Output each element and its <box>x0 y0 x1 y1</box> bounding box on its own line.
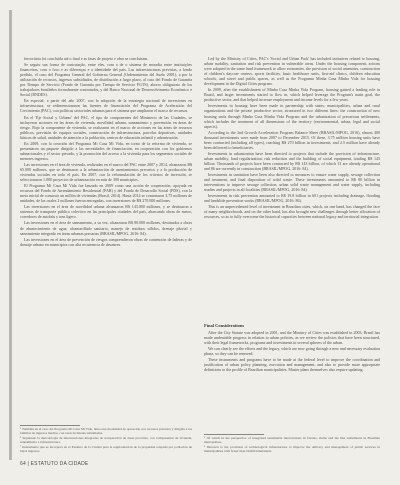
right-paragraph: These instruments and programs have to be made at the federal level to improve the coordination and justification of urban policy planning, execution and management, and also to provide more appropriate definitions to the profile of Brazilian municipalities. Master plans themselves also require updating. <box>204 357 380 373</box>
footnote: ⁵ También en el caso del Programa Mi Casa Mi Vida, hubo una modalidad de operación con recursos privados y dirigida a las familias de ingresos medios, con tasas de interés subsidiadas. <box>20 427 192 435</box>
left-paragraph: Las inversiones en el área de movilidad urbana alcanzaron R$ 143.000 millones, y se destinaron a sistemas de transporte público colectivo en las principales ciudades del país, abarcando obras de metro, corredores de autobús y tren ligero. <box>20 204 192 220</box>
right-paragraph: Investments in housing have been made in partnership with states, municipalities, urban and rural organizations and the private productive sector, structured in two different lines: the construction of new housing units through Minha Casa Minha Vida Program and the urbanization of precarious settlements, which includes the treatment of all dimensions of the territory (environmental, urban, legal and social aspects). <box>204 103 380 129</box>
left-paragraph: Las inversiones en el área de prevención de riesgos comprendieron obras de contención de laderas y de drenaje urbano en municipios con alta recurrencia de desastres. <box>20 236 192 247</box>
right-paragraph: We can clearly see the efforts and the legacy, which are now going through a new and necessary evaluation phase, so they can be renewed. <box>204 346 380 357</box>
left-column-spanish <box>20 56 192 456</box>
margin-rule <box>9 10 12 460</box>
footnote: ⁷ Instrumento que se incorpora en el Estatuto de la Ciudad para la regularización de la propiedad ocupada por población de bajos ingresos. <box>20 445 192 453</box>
right-paragraph: Investments in sanitation have been also directed to measures to ensure water supply, sewage collection and treatment, and final disposition of solid waste. These investments amounted to R$ 80 billion in interventions to improve sewage collection, urban solid waste management and water supply, including studies and projects in all localities (BRASIL/MPOG, 2016: 84). <box>204 172 380 193</box>
left-paragraph: En especial, a partir del año 2007, con la adopción de la estrategia nacional de inversiones en infraestructura, se redimensionaron las fuentes de financiación del Programa de Aceleración del Crecimiento (PAC), con políticas sectoriales urbanas para el sistema que ampliaron el marco de recursos. <box>20 98 192 114</box>
right-paragraph: According to the 2nd Growth Acceleration Program Balance Sheet (BRASIL/MPOG, 2016), almost 400 thousand investments were made from 2007 to December 2015. Of these, 3.75 million housing units have been contracted (including all types), reaching R$ 270 billion in investments, and 2.5 million have already been delivered to beneficiaries. <box>204 129 380 150</box>
right-column-english <box>204 56 380 318</box>
left-paragraph: En el 'Eje Social y Urbano' del PAC, el tipo de componentes del Ministerio de las Ciudades, se incluyeron acciones en las áreas de vivienda, movilidad urbana, saneamiento y prevención en áreas de riesgo. Bajo la componente de vivienda, se realizaron en el marco de acciones en las áreas de recursos públicos, previsión de equipos sociales, construcción de infraestructura, parcelas deportivas, unidades básicas de salud, unidades de atención a la población, centros de educación infantil y urbanización. <box>20 114 192 140</box>
left-footnote-rule <box>20 425 80 426</box>
footnote: ⁶ Siguiendo la metodología de intervenciones integradas de recuperación de áreas precarias, con componentes de vivienda, saneamiento e infraestructura. <box>20 436 192 444</box>
final-considerations-section <box>204 320 380 430</box>
left-paragraph: Las inversiones en el área de vivienda, realizadas en el marco del PAC entre 2007 y 2014, alcanzaron R$ 65.000 millones, que se destinaron a la urbanización de asentamientos precarios y a la producción de viviendas sociales en todo el país. En 2007, con la reformulación de los criterios de inversión, se seleccionaron 1.000 proyectos de urbanización en más de 300 municipios. <box>20 161 192 183</box>
right-footnote-rule <box>204 434 264 435</box>
footnote: ⁶ Directed to the provision of technological infrastructure to improve the delivery and management of public services in municipalities with fewer than 50,000 inhabitants. <box>204 445 380 453</box>
right-footnotes <box>204 436 380 458</box>
right-paragraph: Led by the Ministry of Cities, PAC's 'Social and Urban Pack' has included initiatives related to housing, urban mobility, sanitation and risk prevention in vulnerable areas. Under the housing component, actions were adopted in the same fund framework to allow economies, the provision of social amenities, construction of children's daycare centers, sports facilities, basic healthcare units, first-aid clinics, children education schools, and street and public spaces, as well as the Programa Minha Casa Minha Vida for housing development in the Digital Cities program. <box>204 56 380 87</box>
footnote: ⁵ Of which in the perspective of integrated sustainable interventions in favelas, slums and the like settlements in Brazilian metropolises. <box>204 436 380 444</box>
left-paragraph: El Programa Mi Casa Mi Vida fue lanzado en 2009 como una acción de cooperación, apoyada en recursos del Fondo de Arrendamiento Residencial (FAR) y del Fondo de Desarrollo Social (FDS), con la meta inicial de construir un millón de viviendas (Brasil, 2014). Hasta 2014 se contrataron 3,75 millones de unidades, de las cuales 2 millones fueron entregadas, con inversiones de R$ 270.000 millones. <box>20 183 192 204</box>
left-paragraph: Las inversiones en el área de saneamiento, a su vez, alcanzaron R$ 80.000 millones, destinados a obras de abastecimiento de agua, alcantarillado sanitario, manejo de residuos sólidos, drenaje pluvial y saneamiento integrado en áreas urbanas precarias (BRASIL/MPOG, 2016: 84). <box>20 220 192 236</box>
section-heading: Final Considerations <box>204 323 245 328</box>
right-paragraph: After the City Statute was adopted in 2001, and the Ministry of Cities was established in 2003, Brazil has made undeniable progress in relation to urban policies, as we review the policies that have been structured, with their legal frameworks, programs and investments in several spheres of the urban. <box>204 330 380 346</box>
right-paragraph: This is an unprecedented level of investment in Brazilian cities, which, on one hand, has changed the face of many neighborhoods, and on the other hand, has also brought new challenges through better allocation of resources, so as to fully overcome the historical capacities between national legacy and territorial integration. <box>204 204 380 220</box>
left-paragraph: En 2009, con la creación del Programa Mi Casa Mi Vida, en torno de la reforma de vivienda, se presentaron un paquete dirigido a las necesidades de financiación, en cooperación con los gobiernos subnacionales y el sector privado, y la promoción del acceso a la vivienda para los segmentos sociales de menores ingresos. <box>20 140 192 161</box>
right-paragraph: Investments in urbanization have been directed to projects that include the provision of infrastructure, urban mobility, land regularization, risk reduction and the building of social equipment, totaling R$ 143 billion. Thousands of projects have been contracted by R$ 143 billion, of which 13 are already operational and 86 are currently in construction (BRASIL/MPOG, 2016: 84). <box>204 150 380 171</box>
page-folio: 64 | ESTATUTO DA CIDADE <box>20 461 89 467</box>
left-paragraph: Se seguiu sua forma de contratação, entre eles, com o de o sistema de moradia entre instituições financeiras, com o foco e as diferenças e a identidade del país. Las infraestructuras previstas, a fondo perdido, el caso del Programa General del Gobierno General (Ordenamiento del Suelo 2001), a por la utilización de recursos, ingresos subsidiados, de distribución a largo plazo, al caso del Fondo de Garantía por Tiempo de Servicio (Fondo de Garantía por Tiempo de Servicio FGTS), ahorro obligatorio de los trabajadores brasileños formalmente contratados, y del Banco Nacional de Desenvolvimento Econômico e Social (BNDES). <box>20 62 192 98</box>
left-paragraph: ferroviária foi concluída até o final e as fases de projeto e obra se concluíram. <box>24 56 149 61</box>
left-footnotes <box>20 427 192 459</box>
right-paragraph: Investments in risk prevention amounted to R$ 19.8 billion in 601 projects including drainage, flooding and landslide prevention works (BRASIL/MPOG, 2016: 86). <box>204 193 380 204</box>
right-paragraph: In 2009, after the establishment of Minha Casa Minha Vida Program, housing gained a leading role in Brazil, and larger investments started to flow in, which helped leverage the Program's main goal, the productive sector, and that helped increase employment and income levels for a few years. <box>204 87 380 103</box>
